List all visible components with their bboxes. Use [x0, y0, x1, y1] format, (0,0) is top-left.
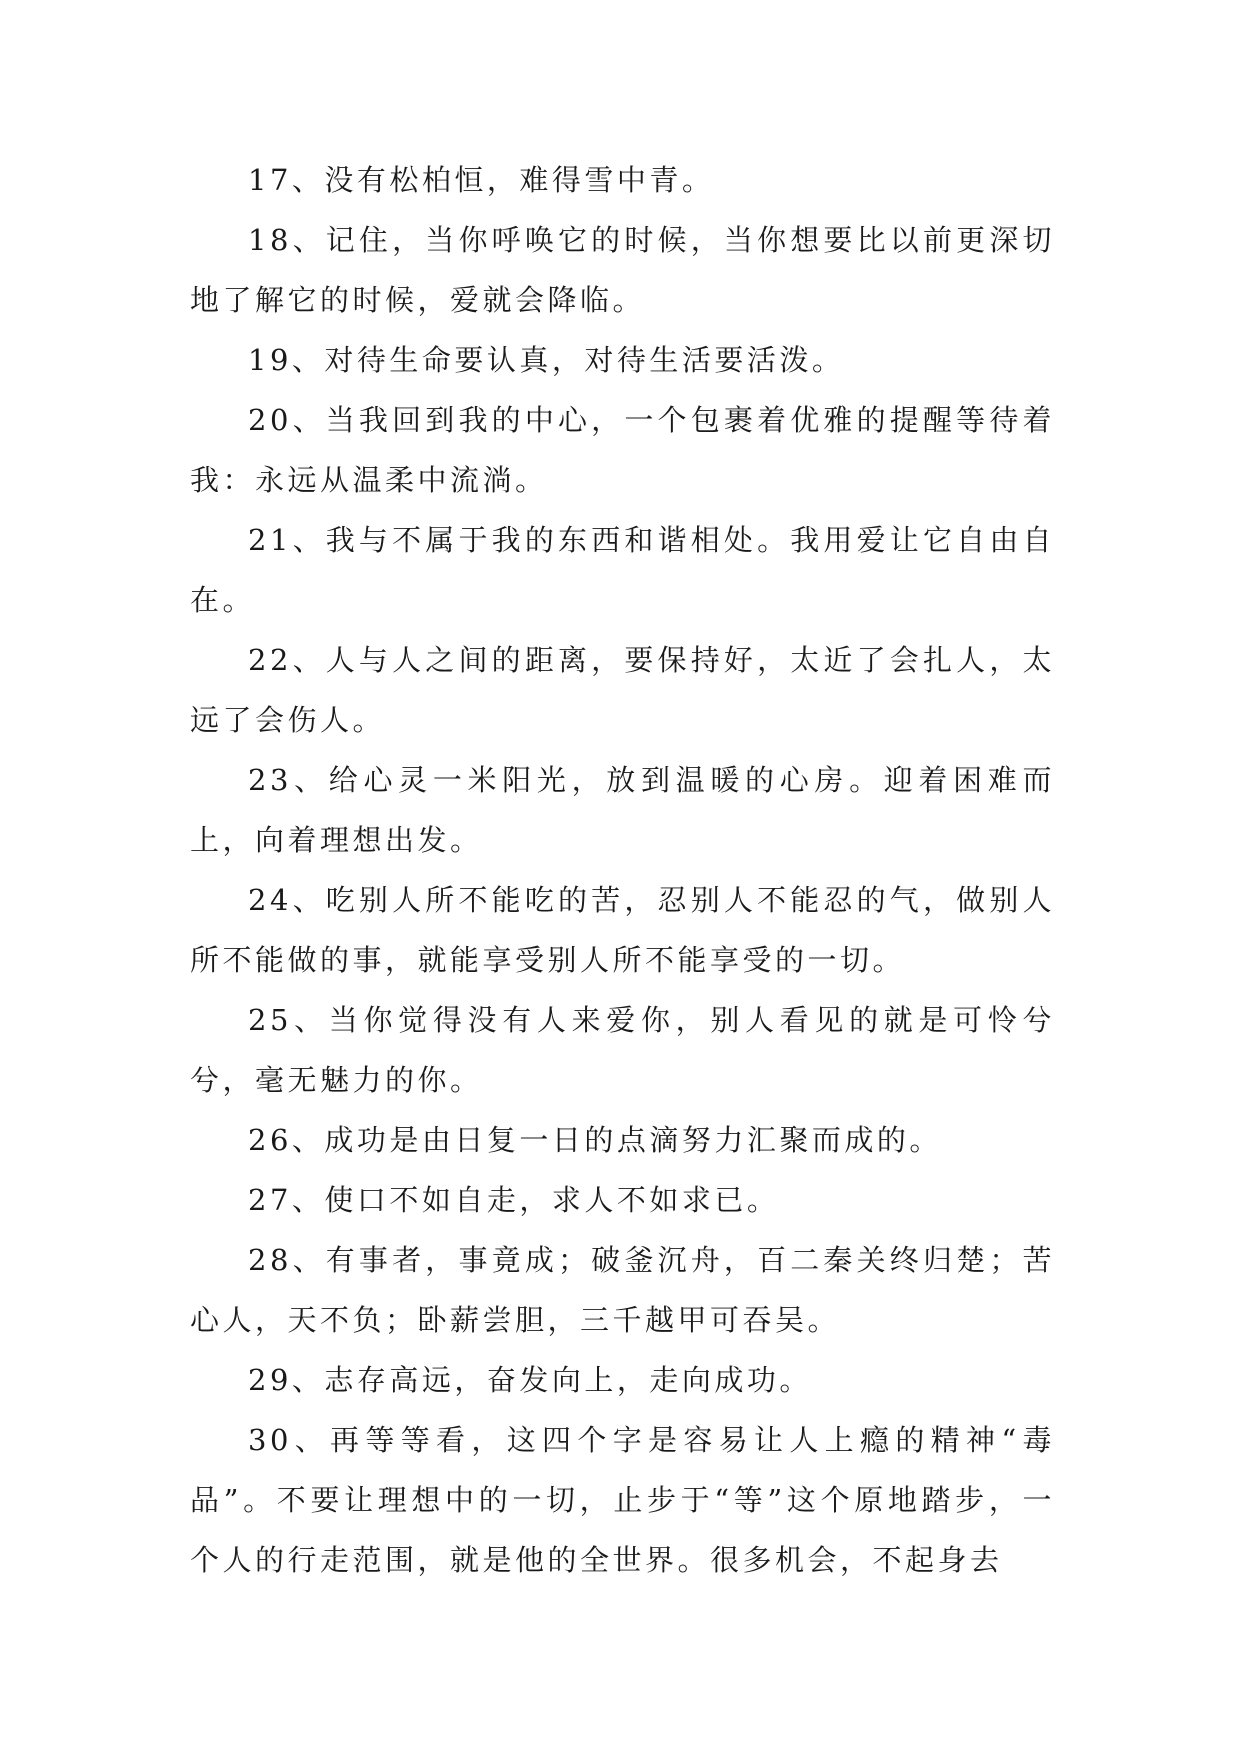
- paragraph-21: 21、我与不属于我的东西和谐相处。我用爱让它自由自在。: [190, 523, 1055, 617]
- paragraph-20: 20、当我回到我的中心，一个包裹着优雅的提醒等待着我：永远从温柔中流淌。: [190, 403, 1055, 497]
- document-body: [190, 150, 1055, 1590]
- paragraph-18: 18、记住，当你呼唤它的时候，当你想要比以前更深切地了解它的时候，爱就会降临。: [190, 223, 1055, 317]
- paragraph-26: 26、成功是由日复一日的点滴努力汇聚而成的。: [248, 1123, 942, 1157]
- paragraph-19: 19、对待生命要认真，对待生活要活泼。: [248, 343, 845, 377]
- paragraph-27: 27、使口不如自走，求人不如求已。: [248, 1183, 780, 1217]
- paragraph-23: 23、给心灵一米阳光，放到温暖的心房。迎着困难而上，向着理想出发。: [190, 763, 1055, 857]
- paragraph-29: 29、志存高远，奋发向上，走向成功。: [248, 1363, 812, 1397]
- paragraph-28: 28、有事者，事竟成；破釜沉舟，百二秦关终归楚；苦心人，天不负；卧薪尝胆，三千越甲可吞吴。: [190, 1243, 1055, 1337]
- paragraph-24: 24、吃别人所不能吃的苦，忍别人不能忍的气，做别人所不能做的事，就能享受别人所不能享受的一切。: [190, 883, 1055, 977]
- paragraph-17: 17、没有松柏恒，难得雪中青。: [248, 163, 715, 197]
- paragraph-25: 25、当你觉得没有人来爱你，别人看见的就是可怜兮兮，毫无魅力的你。: [190, 1003, 1055, 1097]
- paragraph-22: 22、人与人之间的距离，要保持好，太近了会扎人，太远了会伤人。: [190, 643, 1055, 737]
- paragraph-30: 30、再等等看，这四个字是容易让人上瘾的精神“毒品”。不要让理想中的一切，止步于“等”这个原地踏步，一个人的行走范围，就是他的全世界。很多机会，不起身去: [190, 1423, 1055, 1577]
